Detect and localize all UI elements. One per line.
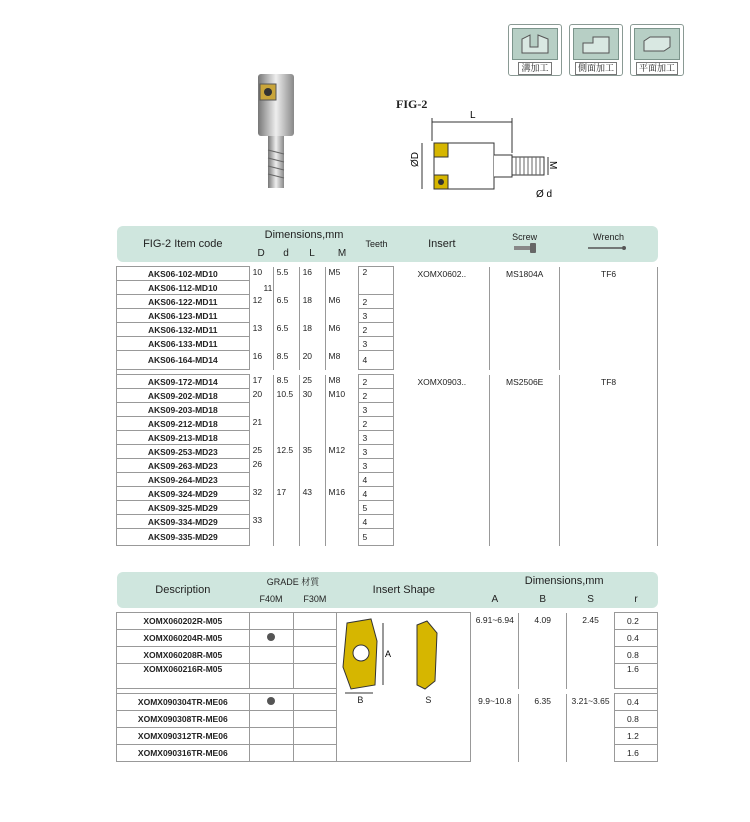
shape-b-label: B bbox=[357, 695, 364, 705]
col-s: S bbox=[567, 590, 615, 608]
wrench-cell: TF8 bbox=[560, 375, 658, 546]
table-row: AKS09-203-MD18 bbox=[117, 403, 250, 417]
screw-header: Screw bbox=[490, 226, 560, 262]
table-row: XOMX060202R-M05 bbox=[117, 613, 250, 630]
table-row: AKS09-264-MD23 bbox=[117, 473, 250, 487]
dimensions-header-2: Dimensions,mm bbox=[471, 572, 658, 590]
table-row: AKS06-123-MD11 bbox=[117, 309, 250, 323]
table-row: XOMX090312TR-ME06 bbox=[117, 728, 250, 745]
screw-cell: MS1804A bbox=[490, 267, 560, 370]
screw-cell: MS2506E bbox=[490, 375, 560, 546]
wrench-header: Wrench bbox=[560, 226, 658, 262]
face-machining-icon bbox=[630, 24, 684, 76]
shank-d-label: Ø d bbox=[536, 189, 553, 200]
insert-header: Insert bbox=[394, 226, 490, 262]
table-row: XOMX090304TR-ME06 bbox=[117, 694, 250, 711]
table-row: AKS09-263-MD23 bbox=[117, 459, 250, 473]
col-m: M bbox=[325, 244, 359, 262]
tool-photo bbox=[246, 70, 304, 192]
table-row: AKS09-324-MD29 bbox=[117, 487, 250, 501]
table-row: AKS09-213-MD18 bbox=[117, 431, 250, 445]
col-f30m: F30M bbox=[293, 590, 337, 608]
figure-title: FIG-2 bbox=[396, 97, 428, 111]
col-a: A bbox=[471, 590, 519, 608]
application-icons bbox=[508, 24, 684, 76]
insert-table: Description GRADE 材質 Insert Shape Dimensions,mm F40M F30M A B S r XOMX060202R-M05 A B S 6.91~6.94 4.09 2.45 0.2 XOMX060204R-M05 0.4 XOMX060208R-M05 0.8 XOMX060216R-M05 1.6 XOMX090304TR-ME06 9.9~10.8 6.35 3.21~3.65 0.4 XOMX090308TR-ME06 0.8 XOMX090312TR-ME06 1.2 XOMX090316TR-ME06 1.6 bbox=[116, 572, 658, 762]
table-row: XOMX060204R-M05 bbox=[117, 630, 250, 647]
shape-a-label: A bbox=[385, 649, 392, 659]
col-r: r bbox=[615, 590, 658, 608]
table-row: AKS06-132-MD11 bbox=[117, 323, 250, 337]
item-code-table: FIG-2 Item code Dimensions,mm Teeth Insert Screw Wrench D d L M AKS06-102-MD10 10 5.5 16 M5 2 XOMX0602.. MS1804A TF6 AKS06-112-MD10 11 AKS06-122-MD11 12 6.5 18 M6 2 AKS06-123-MD11 3 AKS06-132-MD11 13 6.5 18 M6 2 AKS06-133-MD11 3 AKS06-164-MD14 16 8.5 20 M8 4 AKS09-172-MD14 17 8.5 25 M8 2 XOMX0903.. MS2506E TF8 AKS09-202-MD18 20 10.5 30 M10 2 AKS09-203-MD18 3 AKS09-212-MD18 21 2 AKS09-213-MD18 3 AKS09-253-MD23 25 12.5 35 M12 3 AKS09-263-MD23 26 3 AKS09-264-MD23 4 AKS09-324-MD29 32 17 43 M16 4 AKS09-325-MD29 5 AKS09-334-MD29 33 4 AKS09-335-MD29 5 bbox=[116, 226, 658, 546]
table-row: AKS06-112-MD10 11 bbox=[117, 281, 250, 295]
grade-dot bbox=[267, 697, 275, 705]
table-row: AKS09-253-MD23 bbox=[117, 445, 250, 459]
insert-shape-header: Insert Shape bbox=[337, 572, 471, 608]
grade-header: GRADE 材質 bbox=[249, 572, 337, 590]
col-f40m: F40M bbox=[249, 590, 293, 608]
description-header: Description bbox=[117, 572, 250, 608]
wrench-cell: TF6 bbox=[560, 267, 658, 370]
tool-drawing bbox=[400, 105, 570, 205]
grade-f40m-cell bbox=[249, 694, 293, 711]
insert-shape-drawing bbox=[337, 615, 469, 695]
m-label: M bbox=[547, 161, 558, 170]
dimensions-header: Dimensions,mm bbox=[249, 226, 359, 244]
table-row: AKS09-334-MD29 bbox=[117, 515, 250, 529]
grade-f30m-cell bbox=[293, 613, 337, 630]
col-l: L bbox=[299, 244, 325, 262]
grade-dot bbox=[267, 633, 275, 641]
wrench-icon bbox=[584, 242, 634, 254]
table-row: XOMX090316TR-ME06 bbox=[117, 745, 250, 762]
insert-cell: XOMX0602.. bbox=[394, 267, 490, 370]
item-code-header: FIG-2 Item code bbox=[117, 226, 250, 262]
table-row: XOMX060208R-M05 bbox=[117, 647, 250, 664]
table-row: AKS09-202-MD18 bbox=[117, 389, 250, 403]
insert-shape-cell bbox=[337, 613, 471, 762]
table-row: XOMX090308TR-ME06 bbox=[117, 711, 250, 728]
slot-machining-icon bbox=[508, 24, 562, 76]
col-b: B bbox=[519, 590, 567, 608]
grade-f40m-cell bbox=[249, 613, 293, 630]
table-row: AKS06-164-MD14 bbox=[117, 351, 250, 370]
table-row: AKS06-133-MD11 bbox=[117, 337, 250, 351]
insert-cell: XOMX0903.. bbox=[394, 375, 490, 546]
table-row: XOMX060216R-M05 bbox=[117, 664, 250, 689]
side-machining-icon bbox=[569, 24, 623, 76]
table-row: AKS06-122-MD11 bbox=[117, 295, 250, 309]
table-row: AKS09-212-MD18 bbox=[117, 417, 250, 431]
table-row: AKS09-172-MD14 bbox=[117, 375, 250, 389]
slot-label: 溝加工 bbox=[518, 62, 551, 75]
side-label: 側面加工 bbox=[575, 62, 617, 75]
table-row: AKS09-325-MD29 bbox=[117, 501, 250, 515]
face-label: 平面加工 bbox=[636, 62, 678, 75]
l-label: L bbox=[470, 110, 476, 121]
d-label: ØD bbox=[410, 152, 421, 167]
shape-s-label: S bbox=[425, 695, 432, 705]
screw-icon bbox=[510, 242, 540, 254]
col-d-small: d bbox=[273, 244, 299, 262]
teeth-header: Teeth bbox=[359, 226, 394, 262]
col-d-big: D bbox=[249, 244, 273, 262]
table-row: AKS09-335-MD29 bbox=[117, 529, 250, 546]
grade-f40m-cell bbox=[249, 630, 293, 647]
table-row: AKS06-102-MD10 bbox=[117, 267, 250, 281]
